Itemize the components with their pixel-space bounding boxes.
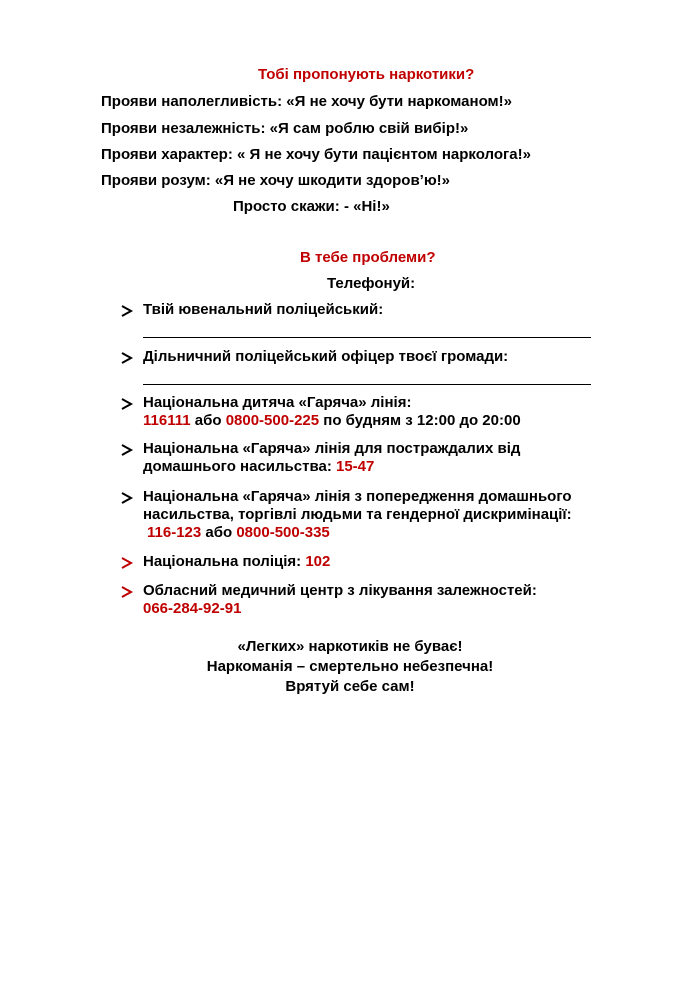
or-text: або [201,524,237,541]
fill-in-line [143,325,591,338]
arrow-bullet-icon [120,555,136,571]
phone-number: 0800-500-335 [236,524,330,541]
phone-number: 15-47 [336,458,375,475]
or-text: або [190,412,226,429]
list-item [143,301,591,338]
schedule-text: по будням з 12:00 до 20:00 [319,412,521,429]
arrow-bullet-icon [120,396,136,412]
phone-number: 066-284-92-91 [143,600,242,617]
list-item [143,582,537,618]
list-item [143,488,572,542]
list-item [143,394,521,430]
item-label: Національна поліція: [143,553,306,570]
list-item [143,440,520,476]
call-label: Телефонуй: [327,275,416,292]
phone-number: 116-123 [147,524,202,541]
item-label: Національна дитяча «Гаряча» лінія: [143,394,412,411]
fill-in-line [143,372,591,385]
intro-line: Прояви розум: «Я не хочу шкодити здоров’ю!» [101,172,450,189]
item-label: Твій ювенальний поліцейський: [143,301,384,318]
arrow-bullet-icon [120,442,136,458]
intro-line: Прояви незалежність: «Я сам роблю свій вибір!» [101,120,469,137]
phone-number: 102 [305,553,331,570]
list-item [143,553,330,571]
closing-line: «Легких» наркотиків не буває! [237,638,463,655]
item-label: Національна «Гаряча» лінія для постраждалих від [143,440,521,457]
arrow-bullet-icon [120,350,136,366]
item-label-2: насильства, торгівлі людьми та гендерної дискримінації: [143,506,572,523]
arrow-bullet-icon [120,584,136,600]
intro-title: Тобі пропонують наркотики? [258,66,475,83]
closing-line: Наркоманія – смертельно небезпечна! [206,658,494,675]
intro-line: Прояви наполегливість: «Я не хочу бути наркоманом!» [101,93,512,110]
help-title: В тебе проблеми? [300,249,436,266]
say-no-line: Просто скажи: - «Ні!» [233,198,390,215]
list-item [143,348,591,385]
item-label-2: домашнього насильства: [143,458,336,475]
item-label-continued [143,458,520,476]
arrow-bullet-icon [120,303,136,319]
item-label: Національна «Гаряча» лінія з попередження домашнього [143,488,572,505]
item-phone-line [143,412,521,430]
closing-line: Врятуй себе сам! [285,678,415,695]
intro-line: Прояви характер: « Я не хочу бути пацієнтом нарколога!» [101,146,531,163]
item-label: Обласний медичний центр з лікування залежностей: [143,582,537,599]
arrow-bullet-icon [120,490,136,506]
phone-number: 0800-500-225 [225,412,320,429]
phone-number: 116111 [143,412,191,429]
item-label: Дільничний поліцейський офіцер твоєї громади: [143,348,509,365]
item-phone-line [143,524,572,542]
item-line [143,553,330,571]
